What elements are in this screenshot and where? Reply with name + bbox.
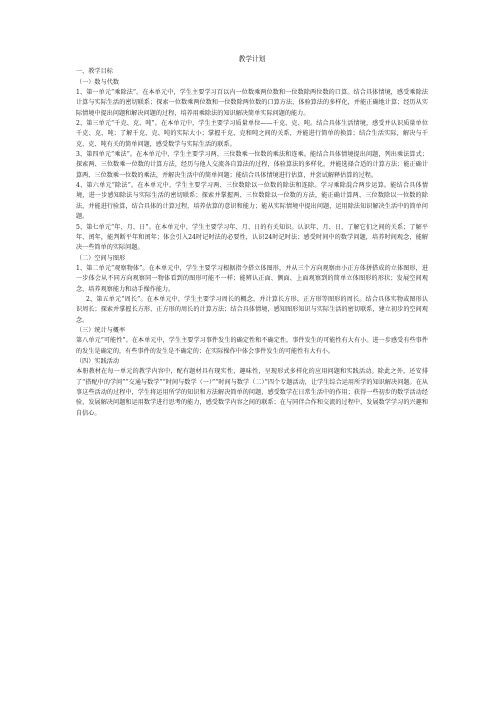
paragraph-mass-units: 2、第三单元“千克、克、吨”。在本单元中，学生主要学习质量单位——千克、克、吨。结合具体生活情境，感受并认识质量单位千克、克、吨；了解千克、克、吨的实际大小；掌握千克、克和吨之间的关系，并能进行简单的换算；结合生活实际，解决与千克、克、吨有关的简单问题，感受数学与实际生活的联系。 <box>76 120 428 148</box>
paragraph-division: 4、第六单元“除法”。在本单元中，学生主要学习两、三位数除以一位数的除法和连除。学习乘除混合两步运算。能结合具体情境，进一步感知除法与实际生活的密切联系；探索并掌握两、三位数除以一位数的方法，能正确计算两、三位数除以一位数的除法，并能进行验算，结合具体的计算过程，培养估算的意识和能力；能从实际情境中提出问题，运用除法知识解决生活中的简单问题。 <box>76 182 428 221</box>
document-page <box>76 54 428 419</box>
paragraph-year-month-day: 5、第七单元“年、月、日”。在本单元中，学生主要学习年、月、日的有关知识。认识年、月、日，了解它们之间的关系；了解平年、闰年，能判断平年和闰年；体会引入24时记时法的必要性，认识24时记时法；感受时间中的数学问题，培养时间观念，能解决一些简单的实际问题。 <box>76 223 428 252</box>
paragraph-multiplication-division: 1、第一单元“乘除法”。在本单元中，学生主要学习百以内一位数乘两位数和一位数除两位数的口算。结合具体情境，感受乘除法计算与实际生活的密切联系；探索一位数乘两位数和一位数除两位数的口算方法，体验算法的多样化，并能正确地计算；经历从实际情境中提出问题和解决问题的过程，培养用乘除法的知识解决简单实际问题的能力。 <box>76 89 428 117</box>
paragraph-practice-activities: 本册教材在每一单元的教学内容中，配有题材具有现实性、趣味性，呈现形式多样化的应用问题和实践活动。除此之外，还安排了“搭配中的学问”“交通与数学”“时间与数学（一）”“时间与数学（二）”四个专题活动，让学生综合运用所学的知识解决问题。在从事这些活动的过程中，学生将运用所学的知识和方法解决简单的问题，感受数学在日常生活中的作用；获得一些初步的数学活动经验，发展解决问题和运用数学进行思考的能力，感受数学内容之间的联系；在与同伴合作和交流的过程中，发展数学学习的兴趣和自信心。 <box>76 368 428 417</box>
subsection-heading: （四）实践活动 <box>76 357 120 365</box>
subsection-heading: （二）空间与图形 <box>76 254 126 262</box>
paragraph-observing-objects: 1、第二单元“观察物体”。在本单元中，学生主要学习根据指令搭立体图形，并从三个方向观察由小正方体拼搭成的立体图形，进一步体会从不同方向观察同一物体看到的图形可能不一样；能辨认正面、侧面、上面观察到的简单立体图形的形状；发展空间观念，培养观察能力和动手操作能力。 <box>76 264 428 293</box>
paragraph-perimeter: 2、第五单元“周长”。在本单元中，学生主要学习周长的概念，并计算长方形、正方形等图形的周长。结合具体实物或图形认识周长；探索并掌握长方形、正方形的周长的计算方法；结合具体情境，感知图形知识与实际生活的密切联系，建立初步的空间观念。 <box>76 295 428 324</box>
paragraph-multiplication: 3、第四单元“乘法”。在本单元中，学生主要学习两、三位数乘一位数的乘法和连乘。能结合具体情境提出问题，列出乘法算式；探索两、三位数乘一位数的计算方法，经历与他人交流各自算法的过程，体验算法的多样化，并能选择合适的计算方法；能正确计算两、三位数乘一位数的乘法，并解决生活中的简单问题；能结合具体情境进行估算，并尝试解释估算的过程。 <box>76 151 428 179</box>
subsection-heading: （一）数与代数 <box>76 78 120 86</box>
document-title: 教学计划 <box>238 55 266 63</box>
section-heading: 一、教学目标 <box>76 68 113 76</box>
paragraph-probability: 第八单元“可能性”。在本单元中，学生主要学习事件发生的确定性和不确定性，事件发生的可能性有大有小。进一步感受有些事件的发生是确定的，有些事件的发生是不确定的；在实际操作中体会事件发生的可能性有大有小。 <box>76 337 428 355</box>
subsection-heading: （三）统计与概率 <box>76 326 126 334</box>
